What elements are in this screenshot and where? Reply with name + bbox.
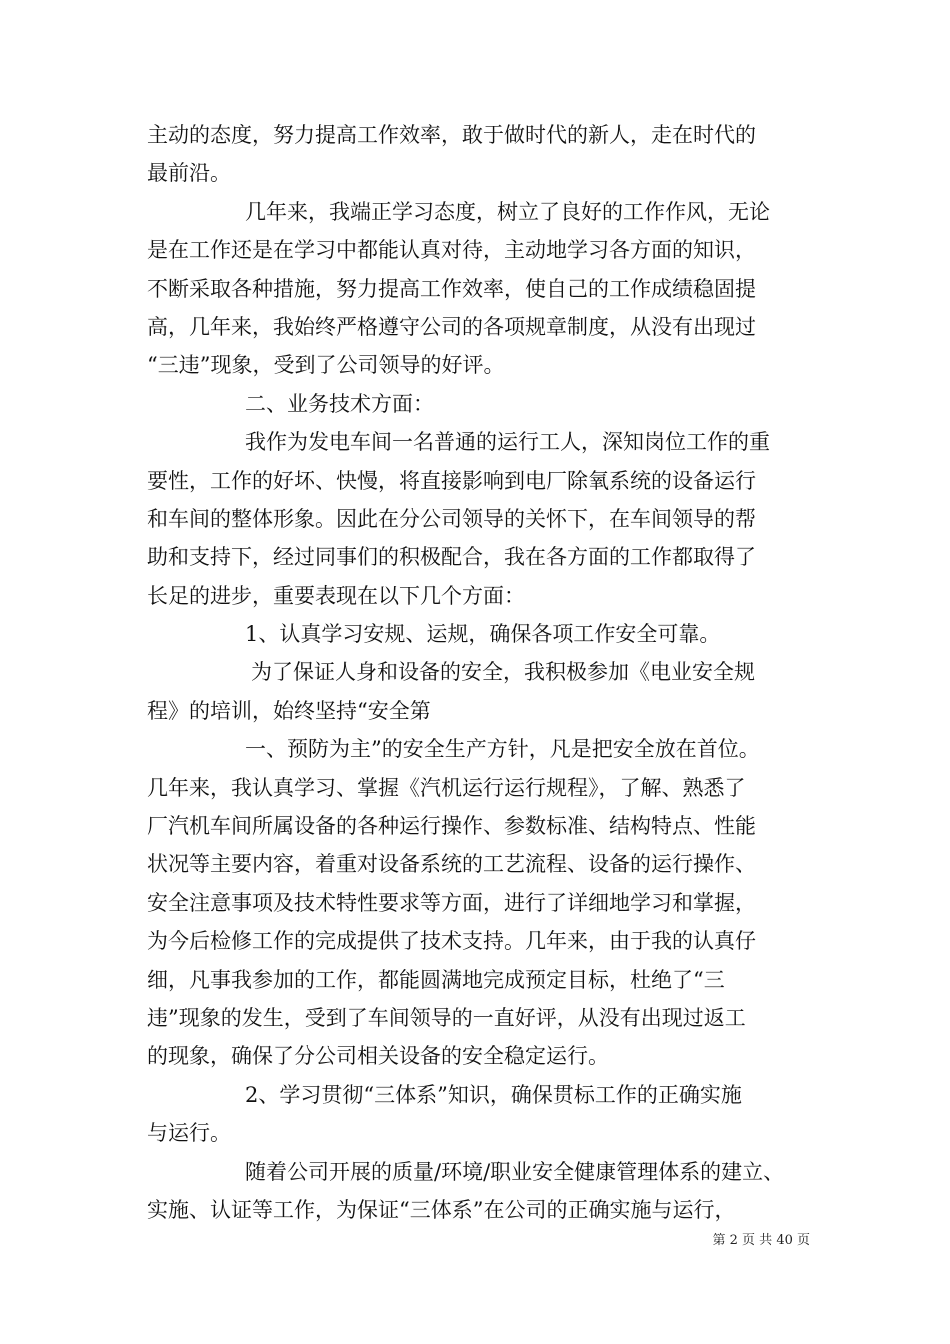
section-heading: 二、业务技术方面： [245,391,434,416]
text-line: 为了保证人身和设备的安全，我积极参加《电业安全规 [251,660,755,685]
text-line: 与运行。 [147,1121,231,1146]
text-line: 程》的培训，始终坚持“安全第 [147,698,431,723]
text-line: 是在工作还是在学习中都能认真对待，主动地学习各方面的知识， [147,238,756,263]
text-line: 不断采取各种措施，努力提高工作效率，使自己的工作成绩稳固提 [147,276,756,301]
text-line: 助和支持下，经过同事们的积极配合，我在各方面的工作都取得了 [147,545,756,570]
list-item-heading: 2、学习贯彻“三体系”知识，确保贯标工作的正确实施 [245,1082,742,1107]
text-line: 几年来，我端正学习态度，树立了良好的工作作风，无论 [245,199,770,224]
text-line: 最前沿。 [147,161,231,186]
text-line: 主动的态度，努力提高工作效率，敢于做时代的新人，走在时代的 [147,123,756,147]
text-line: 实施、认证等工作，为保证“三体系”在公司的正确实施与运行， [147,1197,736,1222]
text-line: 安全注意事项及技术特性要求等方面，进行了详细地学习和掌握， [147,890,756,915]
text-line: 为今后检修工作的完成提供了技术支持。几年来，由于我的认真仔 [147,929,756,954]
text-line: 长足的进步，重要表现在以下几个方面： [147,583,525,608]
text-line: 和车间的整体形象。因此在分公司领导的关怀下，在车间领导的帮 [147,506,756,531]
text-line: 状况等主要内容，着重对设备系统的工艺流程、设备的运行操作、 [147,852,756,877]
page-number-footer: 第 2 页 共 40 页 [712,1233,810,1248]
text-line: 随着公司开展的质量/环境/职业安全健康管理体系的建立、 [245,1159,785,1184]
text-line: 细，凡事我参加的工作，都能圆满地完成预定目标，杜绝了“三 [147,967,725,992]
body-text [147,116,807,1229]
text-line: 我作为发电车间一名普通的运行工人，深知岗位工作的重 [245,430,770,455]
text-line: 几年来，我认真学习、掌握《汽机运行运行规程》，了解、熟悉了 [147,775,746,800]
list-item-heading: 1、认真学习安规、运规，确保各项工作安全可靠。 [245,622,721,647]
text-line: 高，几年来，我始终严格遵守公司的各项规章制度，从没有出现过 [147,314,756,339]
text-line: 的现象，确保了分公司相关设备的安全稳定运行。 [147,1044,609,1069]
text-line: 违”现象的发生，受到了车间领导的一直好评，从没有出现过返工 [147,1005,746,1030]
text-line: “三违”现象，受到了公司领导的好评。 [147,353,505,378]
text-line: 一、预防为主”的安全生产方针，凡是把安全放在首位。 [245,737,760,762]
text-line: 厂汽机车间所属设备的各种运行操作、参数标准、结构特点、性能 [147,814,756,839]
text-line: 要性，工作的好坏、快慢，将直接影响到电厂除氧系统的设备运行 [147,468,756,493]
